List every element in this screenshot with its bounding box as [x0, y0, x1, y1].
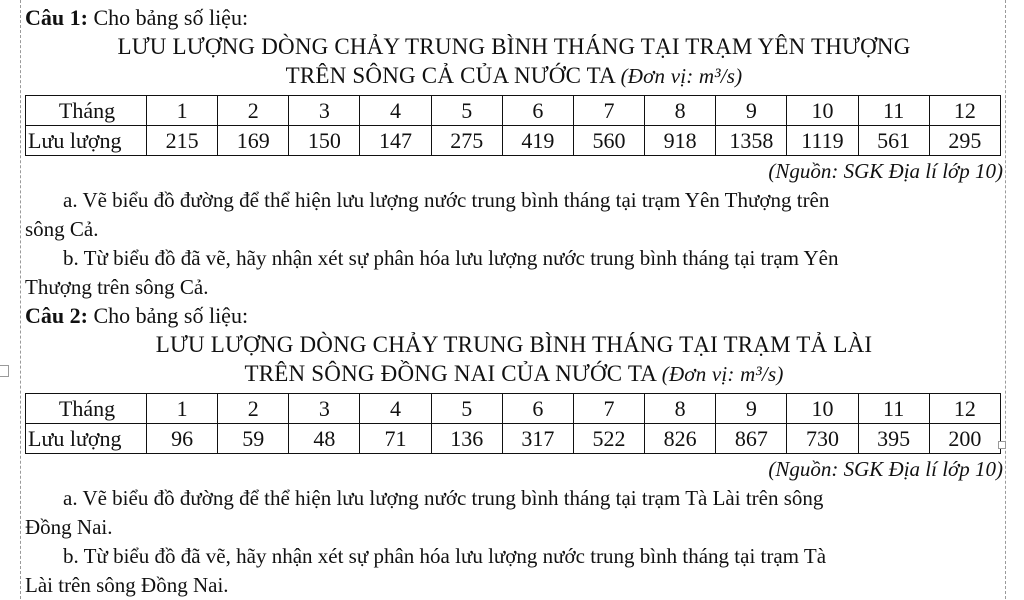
- q2-month-cell: 7: [573, 394, 644, 424]
- q1-flow-cell: 169: [218, 126, 289, 156]
- q2-task-b-line1: b. Từ biểu đồ đã vẽ, hãy nhận xét sự phân hóa lưu lượng nước trung bình tháng tại trạm Tà: [63, 544, 827, 568]
- q1-task-b-line1: b. Từ biểu đồ đã vẽ, hãy nhận xét sự phân hóa lưu lượng nước trung bình tháng tại trạm Yên: [63, 246, 839, 270]
- q1-task-a-line2: sông Cả.: [25, 217, 99, 241]
- q2-flow-cell: 136: [431, 424, 502, 454]
- q1-flow-header: Lưu lượng: [26, 126, 147, 156]
- q1-month-header: Tháng: [26, 96, 147, 126]
- q2-flow-cell: 59: [218, 424, 289, 454]
- q1-flow-cell: 918: [645, 126, 716, 156]
- q1-flow-cell: 419: [502, 126, 573, 156]
- q2-month-row: [26, 394, 1001, 424]
- q1-flow-cell: 147: [360, 126, 431, 156]
- q2-table: [25, 393, 1001, 454]
- q1-table: [25, 95, 1001, 156]
- q2-month-cell: 4: [360, 394, 431, 424]
- q2-flow-cell: 522: [573, 424, 644, 454]
- q2-heading-text: TRÊN SÔNG ĐỒNG NAI CỦA NƯỚC TA: [244, 361, 662, 386]
- q1-flow-cell: 561: [858, 126, 929, 156]
- q2-month-cell: 2: [218, 394, 289, 424]
- q1-month-cell: 9: [716, 96, 787, 126]
- q1-month-cell: 6: [502, 96, 573, 126]
- q2-task-b-line2: Lài trên sông Đồng Nai.: [25, 573, 229, 597]
- q2-month-cell: 8: [645, 394, 716, 424]
- q1-month-cell: 7: [573, 96, 644, 126]
- q1-month-cell: 12: [929, 96, 1000, 126]
- q2-flow-cell: 71: [360, 424, 431, 454]
- q1-month-cell: 5: [431, 96, 502, 126]
- q2-flow-cell: 867: [716, 424, 787, 454]
- q1-month-row: [26, 96, 1001, 126]
- q2-flow-cell: 826: [645, 424, 716, 454]
- q1-flow-cell: 1119: [787, 126, 858, 156]
- q1-heading-line2: [25, 61, 1003, 91]
- q1-month-cell: 4: [360, 96, 431, 126]
- q1-flow-cell: 275: [431, 126, 502, 156]
- q2-month-cell: 5: [431, 394, 502, 424]
- q2-flow-row: [26, 424, 1001, 454]
- q2-title: [25, 302, 1003, 330]
- q2-flow-header: Lưu lượng: [26, 424, 147, 454]
- q1-month-cell: 1: [147, 96, 218, 126]
- q2-flow-cell: 395: [858, 424, 929, 454]
- q1-flow-row: [26, 126, 1001, 156]
- q1-month-cell: 10: [787, 96, 858, 126]
- q1-title: [25, 4, 1003, 32]
- q2-month-cell: 10: [787, 394, 858, 424]
- q2-flow-cell: 200: [929, 424, 1000, 454]
- q2-month-cell: 11: [858, 394, 929, 424]
- q2-month-cell: 1: [147, 394, 218, 424]
- q2-flow-cell: 48: [289, 424, 360, 454]
- document-page: [20, 0, 1006, 599]
- q1-flow-cell: 215: [147, 126, 218, 156]
- q1-month-cell: 3: [289, 96, 360, 126]
- q2-unit: (Đơn vị: m³/s): [661, 362, 784, 386]
- q1-month-cell: 2: [218, 96, 289, 126]
- q2-source: (Nguồn: SGK Địa lí lớp 10): [768, 457, 1003, 481]
- q1-flow-cell: 150: [289, 126, 360, 156]
- q2-month-cell: 9: [716, 394, 787, 424]
- q2-intro: Cho bảng số liệu:: [87, 303, 249, 328]
- q1-task-a-line1: a. Vẽ biểu đồ đường để thể hiện lưu lượng nước trung bình tháng tại trạm Yên Thượng trên: [63, 188, 830, 212]
- q1-heading-text: TRÊN SÔNG CẢ CỦA NƯỚC TA: [285, 63, 621, 88]
- q1-intro: Cho bảng số liệu:: [87, 5, 249, 30]
- q1-flow-cell: 295: [929, 126, 1000, 156]
- q1-flow-cell: 560: [573, 126, 644, 156]
- q2-month-cell: 3: [289, 394, 360, 424]
- q1-flow-cell: 1358: [716, 126, 787, 156]
- q2-flow-cell: 317: [502, 424, 573, 454]
- q2-month-header: Tháng: [26, 394, 147, 424]
- q1-source: (Nguồn: SGK Địa lí lớp 10): [768, 159, 1003, 183]
- document-content: [25, 0, 1003, 600]
- q2-month-cell: 6: [502, 394, 573, 424]
- q2-heading-line1: LƯU LƯỢNG DÒNG CHẢY TRUNG BÌNH THÁNG TẠI TRẠM TẢ LÀI: [155, 332, 873, 357]
- q2-flow-cell: 96: [147, 424, 218, 454]
- q2-label: Câu 2:: [25, 303, 88, 328]
- q2-task-a-line2: Đồng Nai.: [25, 515, 113, 539]
- q2-heading-line2: [25, 359, 1003, 389]
- q2-task-a-line1: a. Vẽ biểu đồ đường để thể hiện lưu lượng nước trung bình tháng tại trạm Tà Lài trên sông: [63, 486, 824, 510]
- q2-month-cell: 12: [929, 394, 1000, 424]
- q1-task-b-line2: Thượng trên sông Cả.: [25, 275, 209, 299]
- q1-unit: (Đơn vị: m³/s): [620, 64, 743, 88]
- margin-marker: [0, 365, 9, 377]
- q1-label: Câu 1:: [25, 5, 88, 30]
- q1-heading-line1: LƯU LƯỢNG DÒNG CHẢY TRUNG BÌNH THÁNG TẠI TRẠM YÊN THƯỢNG: [117, 34, 911, 59]
- q1-month-cell: 11: [858, 96, 929, 126]
- q1-month-cell: 8: [645, 96, 716, 126]
- table-resize-handle[interactable]: [998, 441, 1006, 449]
- q2-flow-cell: 730: [787, 424, 858, 454]
